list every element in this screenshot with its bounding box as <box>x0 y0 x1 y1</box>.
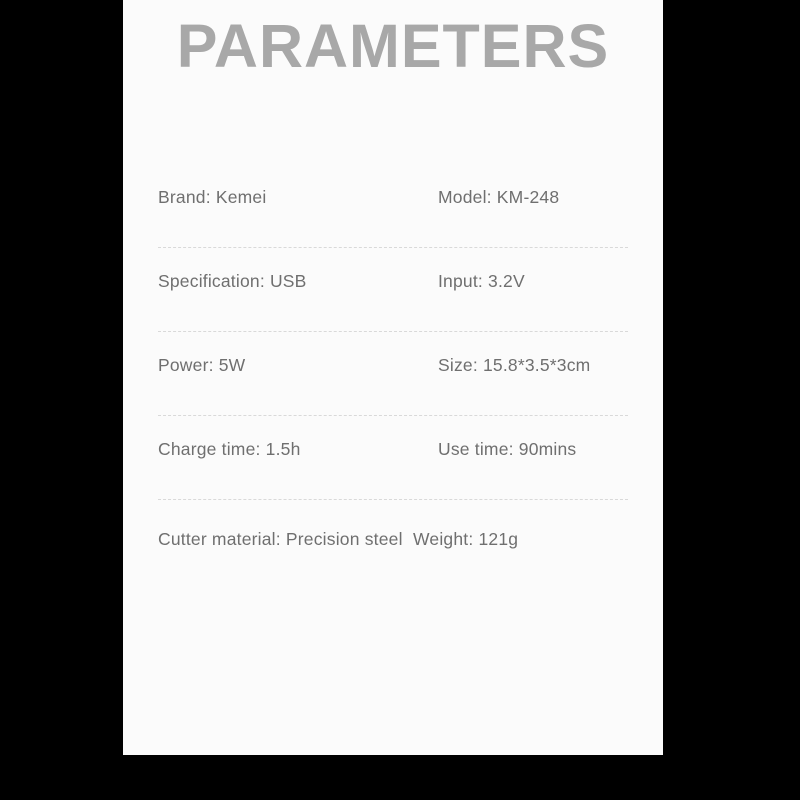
page-title: PARAMETERS <box>176 12 610 80</box>
param-power: Power: 5W <box>158 355 246 375</box>
row-cells <box>158 529 628 550</box>
param-use-time: Use time: 90mins <box>438 439 577 459</box>
table-row <box>158 417 628 501</box>
row-cells <box>158 439 628 460</box>
table-row <box>158 165 628 249</box>
row-cells <box>158 187 628 208</box>
parameters-card <box>123 0 663 755</box>
param-cutter-material: Cutter material: Precision steel <box>158 529 403 549</box>
param-specification: Specification: USB <box>158 271 307 291</box>
param-brand: Brand: Kemei <box>158 187 267 207</box>
table-row <box>158 333 628 417</box>
param-charge-time: Charge time: 1.5h <box>158 439 301 459</box>
parameters-table <box>158 165 628 585</box>
row-cells <box>158 355 628 376</box>
param-model: Model: KM-248 <box>438 187 560 207</box>
table-row <box>158 501 628 585</box>
param-weight: Weight: 121g <box>413 529 519 549</box>
row-cells <box>158 271 628 292</box>
param-input: Input: 3.2V <box>438 271 525 291</box>
param-size: Size: 15.8*3.5*3cm <box>438 355 591 375</box>
table-row <box>158 249 628 333</box>
